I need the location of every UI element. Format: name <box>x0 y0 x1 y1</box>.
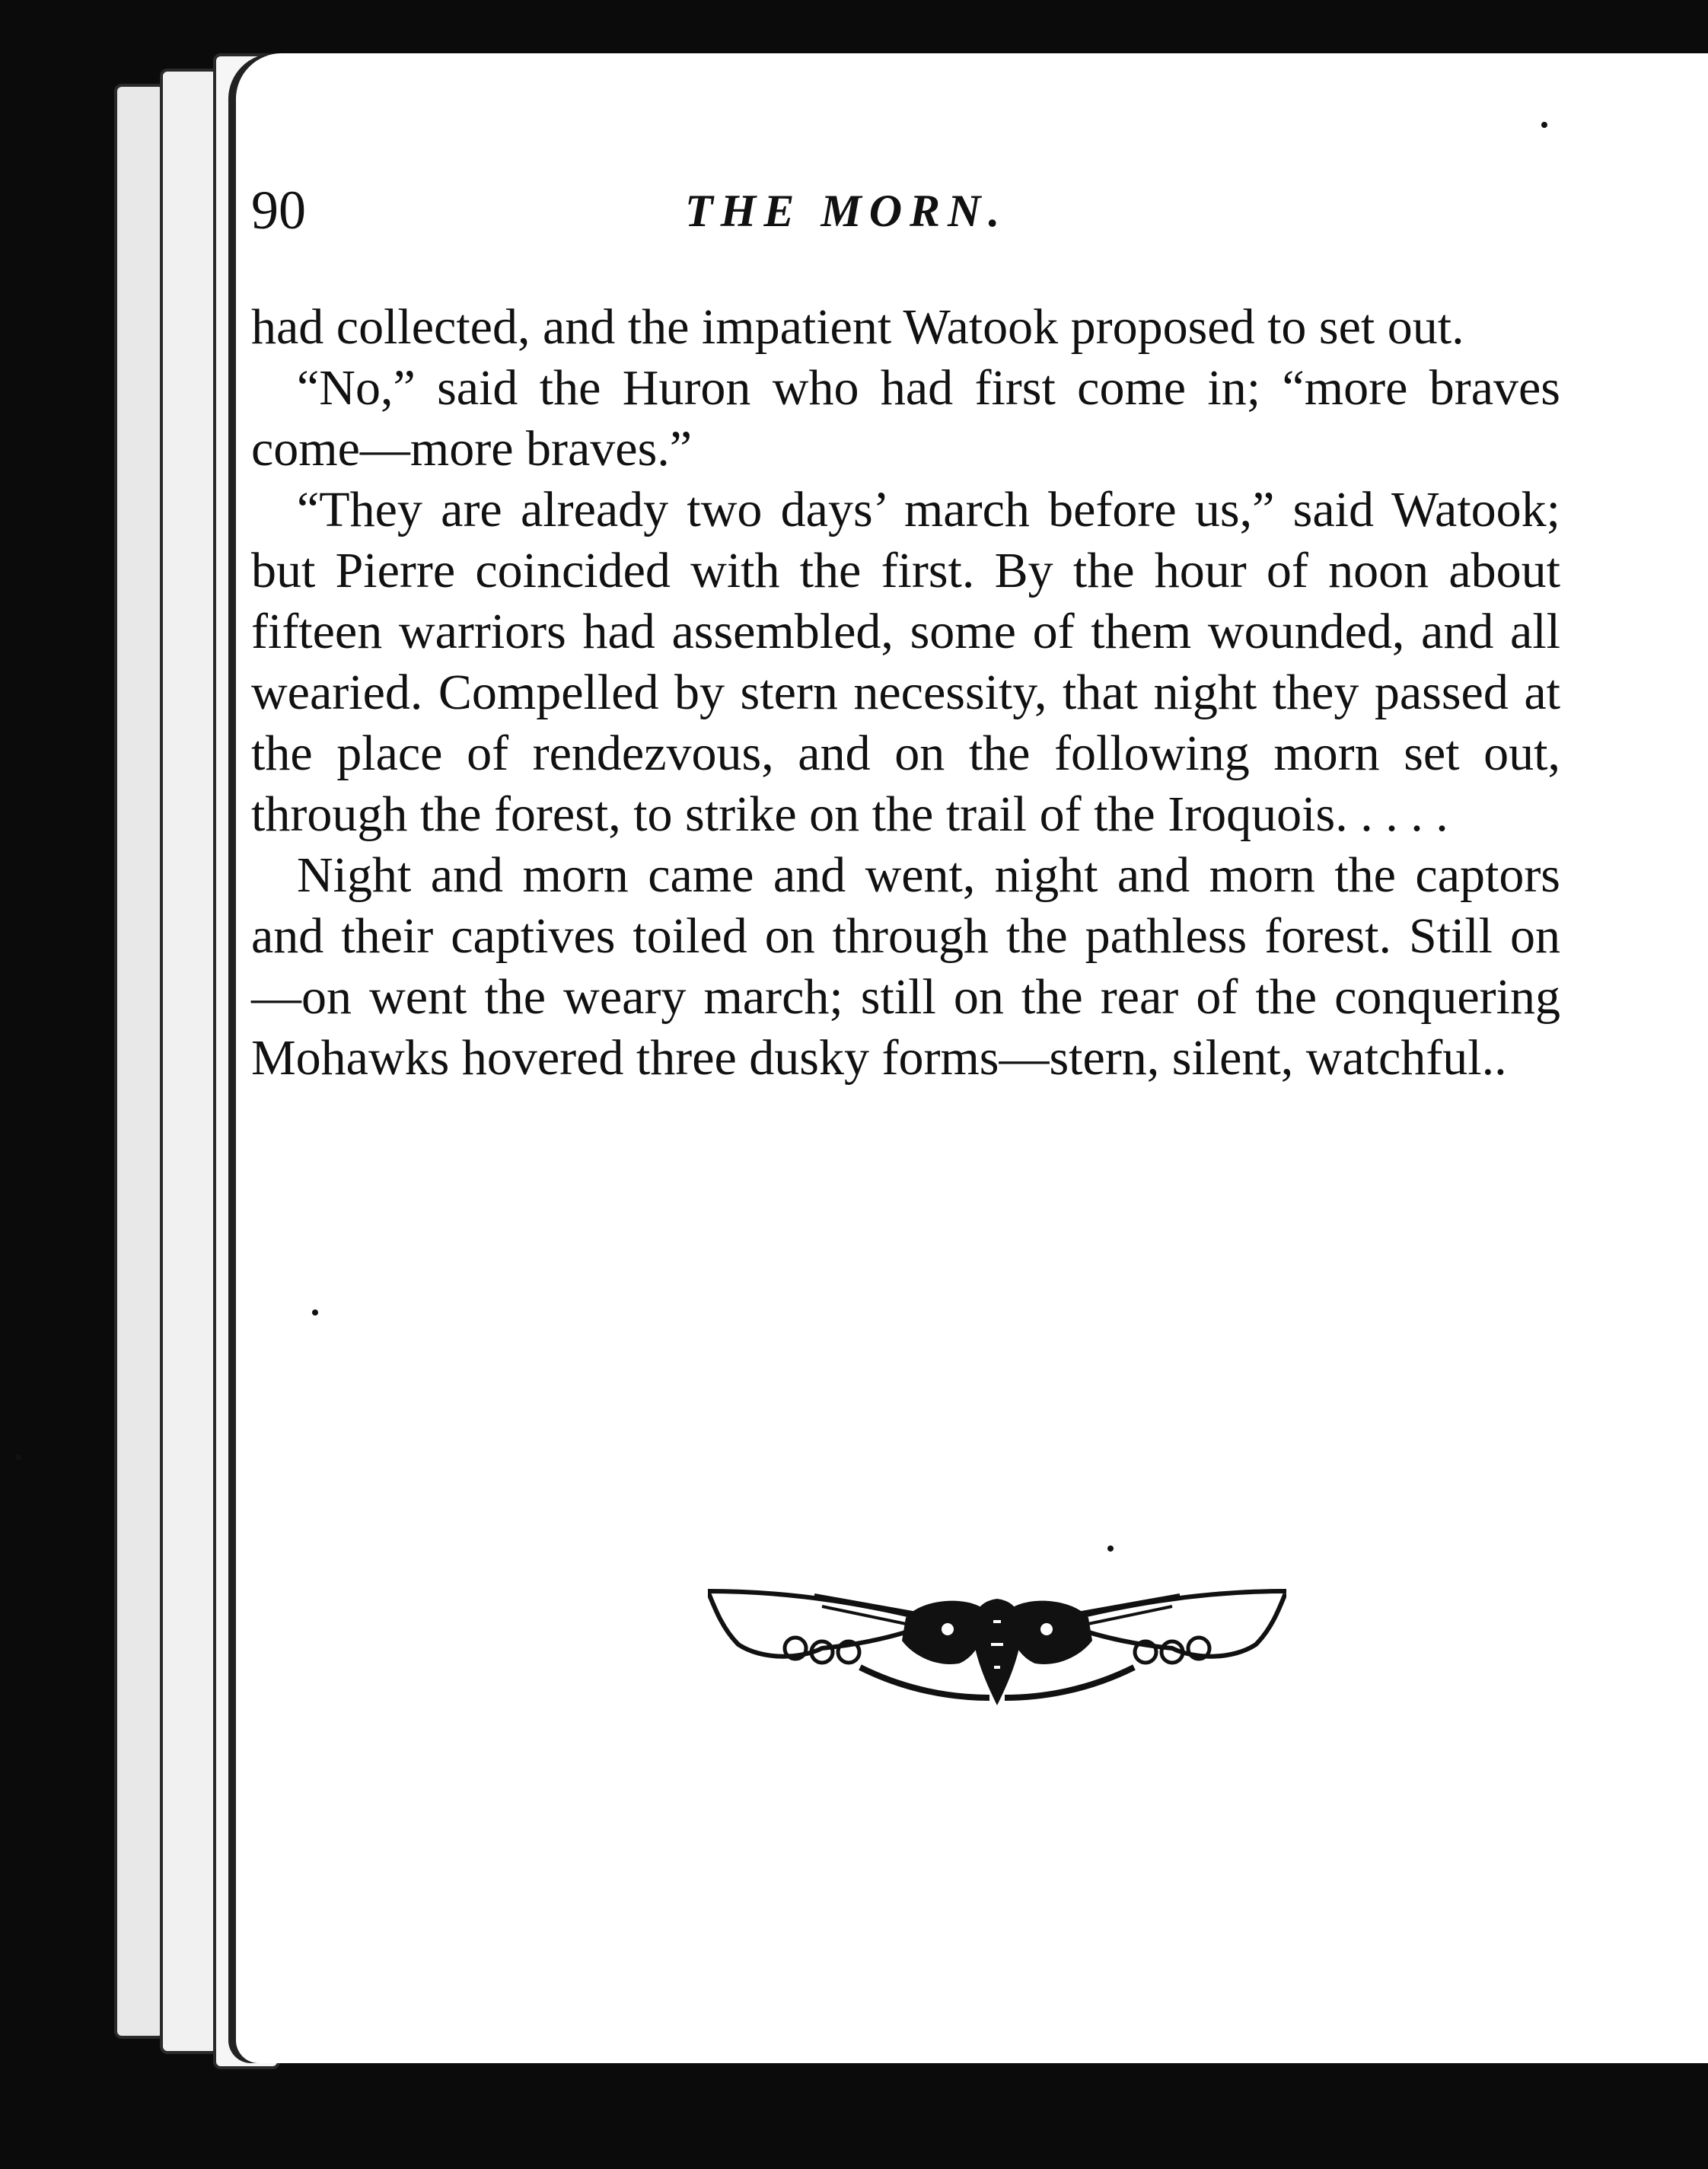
twin-bird-heads-tailpiece-icon <box>708 1576 1286 1721</box>
page-header <box>251 179 1530 270</box>
paragraph: had collected, and the impatient Watook proposed to set out. <box>251 299 1464 355</box>
page-number: 90 <box>251 180 306 241</box>
running-title: THE MORN. <box>685 186 1008 236</box>
paragraph: Night and morn came and went, night and morn the captors and their captives toiled on through the pathless forest. Still on—on went the weary march; still on the rear of the conquering Mohawks hovered three dusky forms—stern, silent, watchful.. <box>251 847 1560 1086</box>
body-text <box>251 297 1560 1089</box>
speck <box>1107 1545 1114 1552</box>
page-edge <box>114 84 166 2039</box>
page-edge <box>160 69 219 2054</box>
speck <box>15 1454 21 1460</box>
paragraph: “No,” said the Huron who had first come in; “more braves come—more braves.” <box>251 360 1560 477</box>
speck <box>312 1309 318 1316</box>
paragraph: “They are already two days’ march before us,” said Watook; but Pierre coincided with the first. By the hour of noon about fifteen warriors had assembled, some of them wounded, and all wearied. Compelled by stern necessity, that night they passed at the place of rendezvous, and on the following morn set out, through the forest, to strike on the trail of the Iroquois. . . . . <box>251 482 1560 842</box>
speck <box>1541 122 1547 128</box>
